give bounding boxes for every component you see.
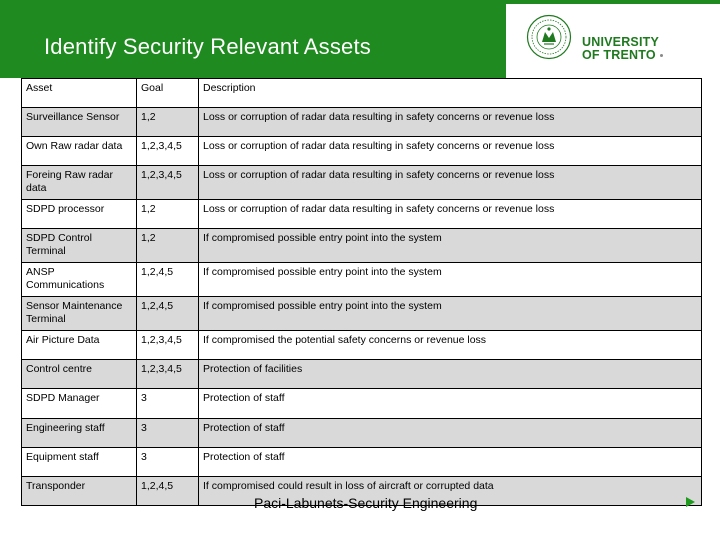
column-header-description: Description	[199, 79, 702, 108]
cell-description: Protection of staff	[199, 448, 702, 477]
university-seal-icon	[526, 14, 572, 60]
cell-description: Protection of staff	[199, 389, 702, 419]
table-row	[22, 200, 702, 229]
slide-header	[0, 0, 720, 78]
cell-asset: SDPD Control Terminal	[22, 229, 137, 263]
footer-text: Paci-Labunets-Security Engineering	[254, 495, 478, 511]
table-row	[22, 389, 702, 419]
cell-asset: ANSP Communications	[22, 263, 137, 297]
cell-goal: 1,2,3,4,5	[137, 166, 199, 200]
cell-asset: Control centre	[22, 360, 137, 389]
cell-description: If compromised possible entry point into the system	[199, 229, 702, 263]
column-header-asset: Asset	[22, 79, 137, 108]
cell-asset: Air Picture Data	[22, 331, 137, 360]
logo-dot	[660, 54, 663, 57]
university-name	[582, 36, 659, 62]
table-row	[22, 166, 702, 200]
table-row	[22, 297, 702, 331]
assets-table	[21, 78, 702, 506]
cell-goal: 1,2,3,4,5	[137, 360, 199, 389]
cell-goal: 3	[137, 448, 199, 477]
cell-asset: Equipment staff	[22, 448, 137, 477]
cell-description: If compromised could result in loss of aircraft or corrupted data	[199, 477, 702, 506]
cell-asset: Surveillance Sensor	[22, 108, 137, 137]
cell-description: Protection of facilities	[199, 360, 702, 389]
cell-asset: SDPD processor	[22, 200, 137, 229]
cell-goal: 1,2,4,5	[137, 297, 199, 331]
cell-asset: Own Raw radar data	[22, 137, 137, 166]
cell-asset: Foreing Raw radar data	[22, 166, 137, 200]
cell-description: If compromised the potential safety concerns or revenue loss	[199, 331, 702, 360]
cell-goal: 1,2,3,4,5	[137, 331, 199, 360]
cell-description: If compromised possible entry point into the system	[199, 297, 702, 331]
cell-description: Protection of staff	[199, 419, 702, 448]
next-slide-arrow-icon[interactable]	[684, 496, 696, 508]
cell-goal: 1,2	[137, 200, 199, 229]
table-row	[22, 108, 702, 137]
cell-description: Loss or corruption of radar data resulting in safety concerns or revenue loss	[199, 108, 702, 137]
cell-description: Loss or corruption of radar data resulting in safety concerns or revenue loss	[199, 166, 702, 200]
university-logo	[506, 4, 720, 78]
cell-goal: 1,2,4,5	[137, 477, 199, 506]
cell-description: If compromised possible entry point into the system	[199, 263, 702, 297]
cell-goal: 3	[137, 419, 199, 448]
cell-goal: 1,2	[137, 229, 199, 263]
table-row	[22, 263, 702, 297]
page-title: Identify Security Relevant Assets	[44, 34, 371, 59]
table-row	[22, 331, 702, 360]
cell-asset: Engineering staff	[22, 419, 137, 448]
cell-goal: 1,2	[137, 108, 199, 137]
table-row	[22, 419, 702, 448]
table-row	[22, 137, 702, 166]
cell-goal: 1,2,3,4,5	[137, 137, 199, 166]
cell-goal: 3	[137, 389, 199, 419]
cell-description: Loss or corruption of radar data resulting in safety concerns or revenue loss	[199, 137, 702, 166]
university-name-line2: OF TRENTO	[582, 48, 656, 62]
cell-asset: Transponder	[22, 477, 137, 506]
cell-asset: SDPD Manager	[22, 389, 137, 419]
table-row	[22, 448, 702, 477]
column-header-goal: Goal	[137, 79, 199, 108]
table-header-row	[22, 79, 702, 108]
cell-goal: 1,2,4,5	[137, 263, 199, 297]
table-row	[22, 229, 702, 263]
university-name-line1: UNIVERSITY	[582, 35, 660, 49]
cell-description: Loss or corruption of radar data resulting in safety concerns or revenue loss	[199, 200, 702, 229]
cell-asset: Sensor Maintenance Terminal	[22, 297, 137, 331]
table-row	[22, 360, 702, 389]
